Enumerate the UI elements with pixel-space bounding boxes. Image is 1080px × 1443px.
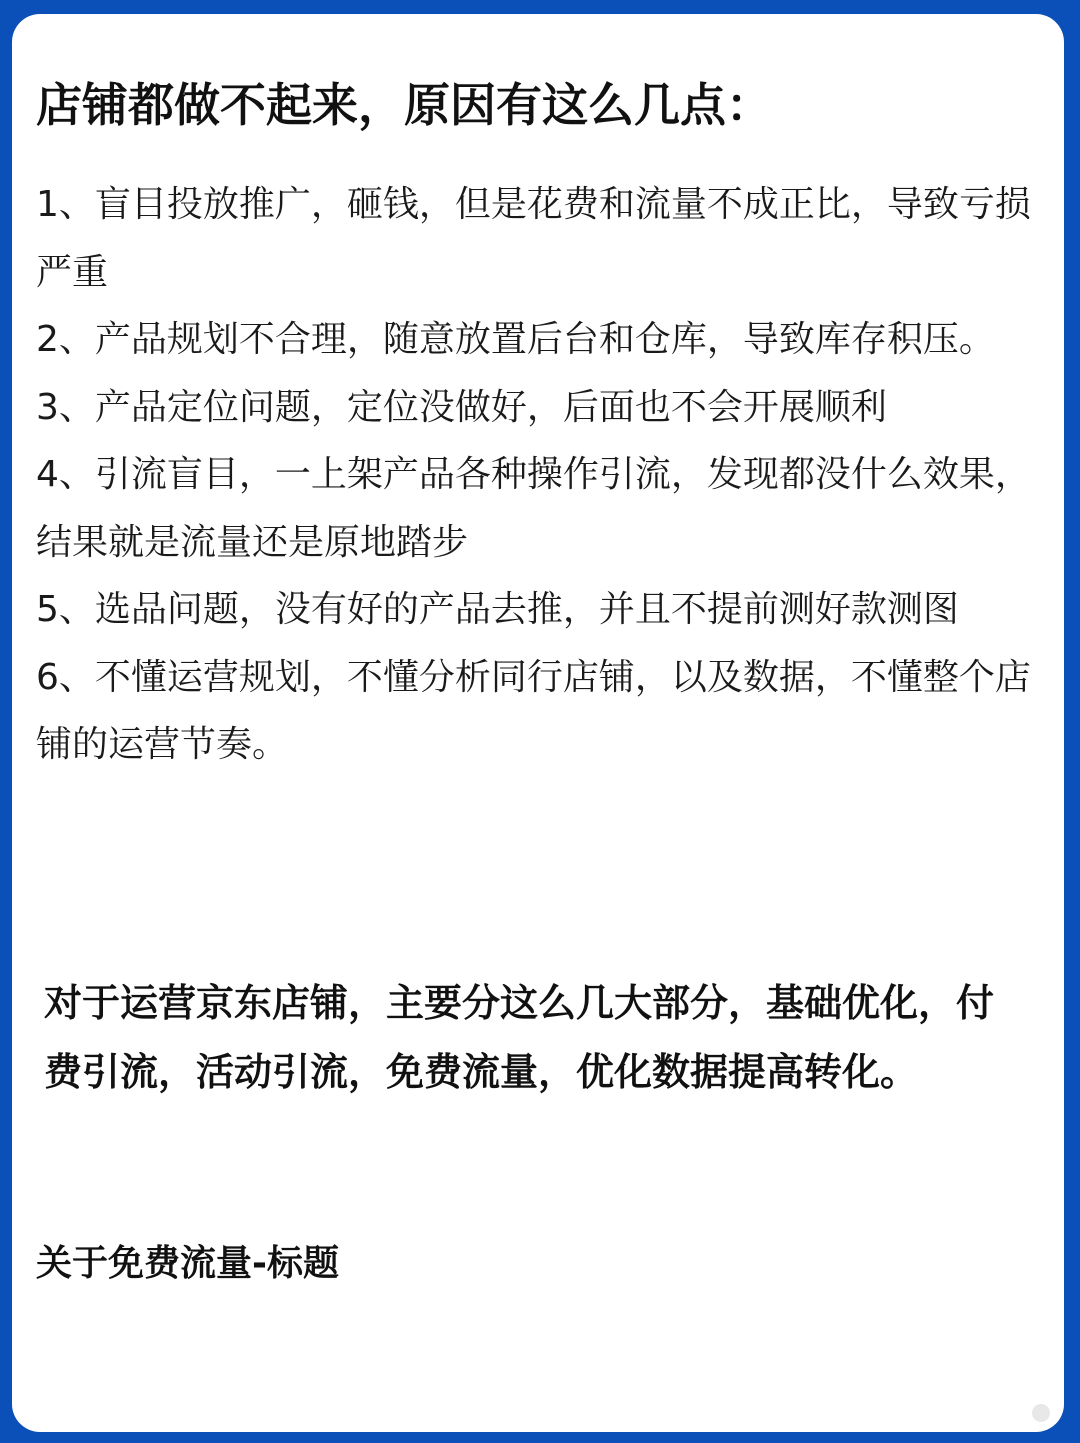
summary-paragraph: 对于运营京东店铺，主要分这么几大部分，基础优化，付费引流，活动引流，免费流量，优化数据提高转化。: [44, 981, 995, 1094]
reason-item-1: 1、盲目投放推广，砸钱，但是花费和流量不成正比，导致亏损严重: [36, 184, 1031, 293]
page-title: 店铺都做不起来，原因有这么几点：: [36, 78, 772, 132]
section-subheading: 关于免费流量-标题: [36, 1243, 339, 1284]
reason-item-6: 6、不懂运营规划，不懂分析同行店铺，以及数据，不懂整个店铺的运营节奏。: [36, 656, 1031, 765]
content-card: [12, 14, 1064, 1432]
reason-item-3: 3、产品定位问题，定位没做好，后面也不会开展顺利: [36, 386, 887, 428]
reason-item-5: 5、选品问题，没有好的产品去推，并且不提前测好款测图: [36, 589, 959, 630]
reason-item-2: 2、产品规划不合理，随意放置后台和仓库，导致库存积压。: [36, 319, 995, 360]
corner-dot-icon: [1032, 1404, 1050, 1422]
reason-item-4: 4、引流盲目，一上架产品各种操作引流，发现都没什么效果，结果就是流量还是原地踏步: [36, 454, 1031, 563]
reasons-list: [36, 171, 1040, 779]
